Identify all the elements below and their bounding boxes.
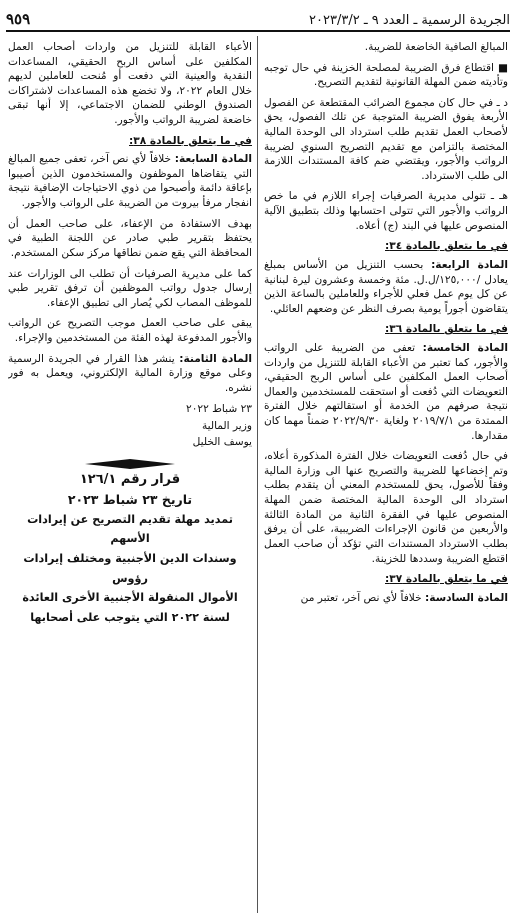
article-label: المادة الثامنة: xyxy=(179,352,252,365)
decision-number: قرار رقم ١٢٦/١ xyxy=(79,471,181,487)
signature-date: ٢٣ شباط ٢٠٢٢ xyxy=(186,403,252,416)
header-title: الجريدة الرسمية ـ العدد ٩ ـ ٢٠٢٣/٣/٢ xyxy=(309,13,510,28)
paragraph xyxy=(264,341,508,443)
page-number: ٩٥٩ xyxy=(6,10,31,28)
section-heading xyxy=(264,239,508,254)
paragraph-text: بحسب التنزيل من الأساس بمبلغ يعادل /١٢٥,٠٠٠/ل.ل. مئة وخمسة وعشرون ليرة لبنانية عن كل يوم عمل فعلي للأجراء وللعاملين بالساعة الذين يتقاضون أجوراً يومية بصرف النظر عن وضعهم العائلي. xyxy=(264,258,508,315)
paragraph xyxy=(8,40,252,128)
paragraph xyxy=(264,449,508,566)
decision-title-line: تمديد مهلة تقديم التصريح عن إيرادات الأسهم xyxy=(27,512,233,546)
section-heading-text: في ما يتعلق بالمادة ٣٧: xyxy=(385,573,508,586)
paragraph-text: بهدف الاستفادة من الإعفاء، على صاحب العمل أن يحتفظ بتقرير طبي صادر عن اللجنة الطبية في المحافظة التي يقع ضمن نطاقها مركز سكن المستخدم. xyxy=(8,217,252,259)
paragraph-text: كما على مديرية الصرفيات أن تطلب الى الوزارات عند إرسال جدول رواتب الموظفين أن ترفق تقرير طبي للموظف المصاب لكي يُصار الى تطبيق الإعفاء. xyxy=(8,267,252,309)
paragraph-text: د ـ في حال كان مجموع الضرائب المقتطعة عن الفصول الأربعة يفوق الضريبة المتوجبة عن تلك الفصول، يحق لأصحاب العمل تقديم طلب استرداد الى الوحدة المالية المختصة بالتزامن مع تقديم التصريح السنوي لضريبة الرواتب والأجور، ويقتضي ضم كافة المستندات اللازمة الى طلب الاسترداد. xyxy=(264,96,508,182)
section-heading xyxy=(8,134,252,149)
paragraph xyxy=(264,591,508,606)
paragraph-text: تعفى من الضريبة على الرواتب والأجور، كما تعتبر من الأعباء القابلة للتنزيل من واردات أصحاب العمل المكلفين على أساس الربح الحقيقي، التعويضات التي دُفعت أو استحقت للمستخدمين والعمال نتيجة صرفهم من الخدمة أو استقالتهم خلال الفترة الممتدة من ٢٠١٩/٧/١ ولغاية ٢٠٢٢/٩/٣٠ ضمناً مهما كان مقدارها. xyxy=(264,341,508,442)
column-divider xyxy=(257,36,258,913)
paragraph-text: خلافاً لأي نص آخر، تعفى جميع المبالغ التي يتقاضاها الموظفون والمستخدمون الذين أصيبوا بإعاقة دائمة وأصبحوا من ذوي الاحتياجات الإضافية نتيجة انفجار مرفأ بيروت من الضريبة على الرواتب والأجور. xyxy=(8,153,252,210)
decision-title-line: وسندات الدين الأجنبية ومختلف إيرادات رؤوس xyxy=(23,552,237,585)
paragraph-text: في حال دُفعت التعويضات خلال الفترة المذكورة أعلاه، وتم إخضاعها للضريبة والتصريح عنها الى وزارة المالية وفقاً للأصول، يحق للمستخدم المعني أن يتقدم بطلب استرداد الى الوحدة المالية المختصة ضمن المهلة المنصوص عليها في الفقرة الثانية من المادة الثالثة والأربعين من قانون الإجراءات الضريبية، على أن يرفق بطلب الاسترداد المستندات التي تؤكد أن صاحب العمل اقتطع الضريبة وسددها للخزينة. xyxy=(264,450,508,565)
article-label: المادة الخامسة: xyxy=(422,341,508,354)
paragraph-text: خلافاً لأي نص آخر، تعتبر من xyxy=(300,591,426,604)
left-column xyxy=(8,40,252,913)
section-heading xyxy=(264,572,508,587)
paragraph xyxy=(264,61,508,90)
paragraph xyxy=(8,152,252,210)
page-header xyxy=(6,6,510,28)
paragraph xyxy=(8,217,252,261)
decision-date: تاريخ ٢٣ شباط ٢٠٢٣ xyxy=(67,491,193,507)
section-heading-text: في ما يتعلق بالمادة ٣٤: xyxy=(385,240,508,253)
header-rule xyxy=(6,30,510,32)
section-heading-text: في ما يتعلق بالمادة ٣٨: xyxy=(129,134,252,147)
decision-title xyxy=(8,510,252,628)
signature-block xyxy=(8,401,252,450)
article-label: المادة السابعة: xyxy=(174,153,252,166)
signature-name: يوسف الخليل xyxy=(192,436,252,449)
section-heading xyxy=(264,322,508,337)
paragraph-text: الأعباء القابلة للتنزيل من واردات أصحاب العمل المكلفين على أساس الربح الحقيقي، المساعدات النقدية والعينية التي دفعت أو مُنحت للعاملين لديهم خلال العام ٢٠٢٢، ولا تخضع هذه المساعدات لاشتراكات الصندوق الوطني للضمان الاجتماعي، إلا أنها تبقى خاضعة لضريبة الرواتب والأجور. xyxy=(8,41,252,127)
decision-title-line: لسنة ٢٠٢٢ التي يتوجب على أصحابها xyxy=(30,610,230,624)
paragraph xyxy=(8,352,252,396)
separator-ornament xyxy=(8,459,252,469)
paragraph xyxy=(8,267,252,311)
section-heading-text: في ما يتعلق بالمادة ٣٦: xyxy=(385,323,508,336)
paragraph xyxy=(264,258,508,316)
signature-role: وزير المالية xyxy=(201,419,252,432)
left-column-body xyxy=(8,40,252,395)
paragraph xyxy=(264,189,508,233)
right-column xyxy=(264,40,508,913)
paragraph-text: يبقى على صاحب العمل موجب التصريح عن الرواتب والأجور المدفوعة لهذه الفئة من المستخدمين والإجراء. xyxy=(8,317,252,344)
paragraph xyxy=(264,40,508,55)
paragraph xyxy=(264,96,508,184)
decision-title-line: الأموال المنقولة الأجنبية الأخرى العائدة xyxy=(22,591,238,605)
article-label: المادة السادسة: xyxy=(425,591,508,604)
paragraph-text: المبالغ الصافية الخاضعة للضريبة. xyxy=(364,41,508,53)
paragraph-text: ينشر هذا القرار في الجريدة الرسمية وعلى موقع وزارة المالية الإلكتروني، ويعمل به فور نشره. xyxy=(8,352,252,394)
article-label: المادة الرابعة: xyxy=(431,258,508,271)
paragraph-text: ■ اقتطاع فرق الضريبة لمصلحة الخزينة في حال توجبه وتأديته ضمن المهلة القانونية لتقديم التصريح. xyxy=(264,61,508,89)
paragraph xyxy=(8,316,252,345)
paragraph-text: هـ ـ تتولى مديرية الصرفيات إجراء اللازم في ما خص الرواتب والأجور التي تتولى احتسابها وذلك بتطبيق الآلية المنصوص عليها في البند (ج) أعلاه. xyxy=(264,190,508,232)
